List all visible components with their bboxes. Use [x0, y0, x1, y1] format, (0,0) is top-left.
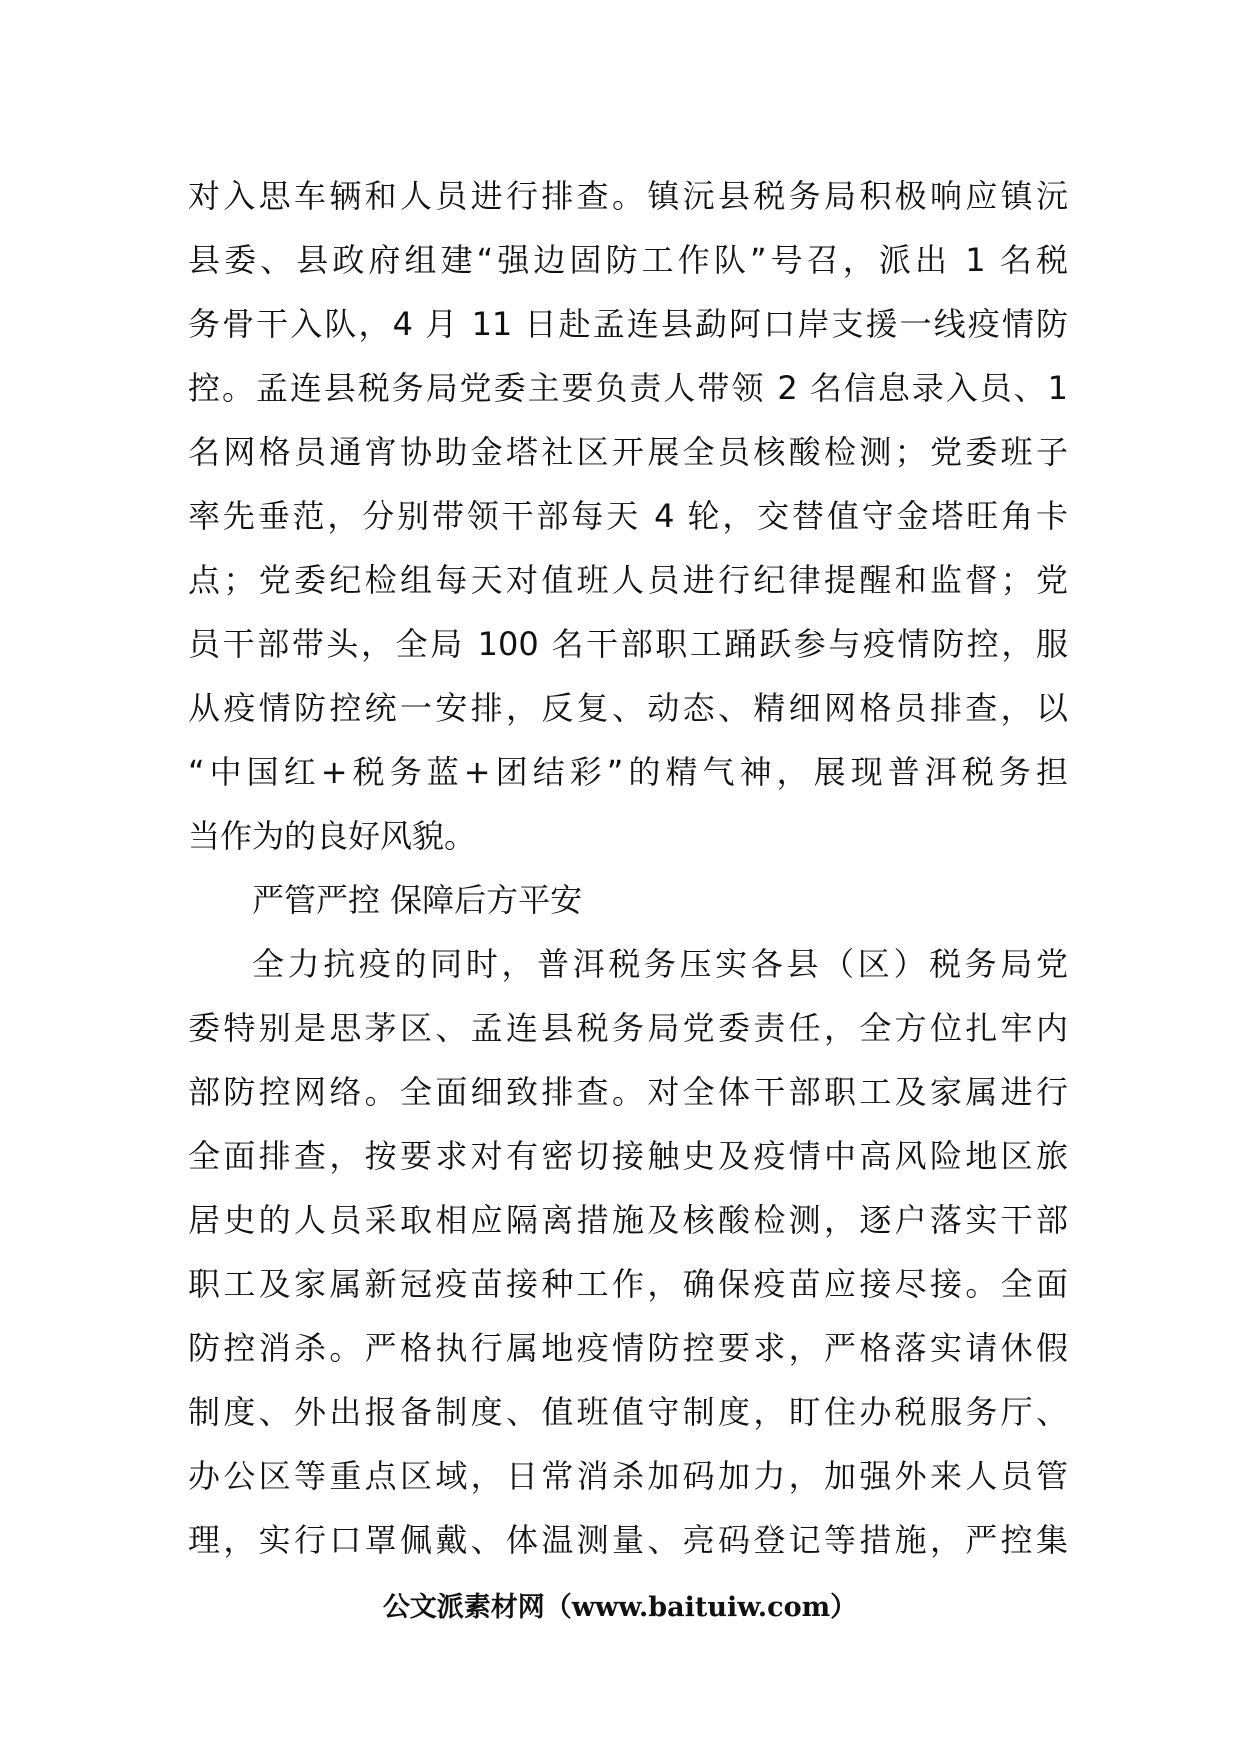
section-heading: 严管严控 保障后方平安 — [252, 881, 583, 919]
document-body — [188, 164, 1068, 1572]
text-line: 从疫情防控统一安排，反复、动态、精细网格员排查，以 — [188, 689, 1068, 727]
text-line: 制度、外出报备制度、值班值守制度，盯住办税服务厅、 — [188, 1393, 1068, 1431]
text-line: 办公区等重点区域，日常消杀加码加力，加强外来人员管 — [188, 1457, 1068, 1495]
text-line: 全力抗疫的同时，普洱税务压实各县（区）税务局党 — [252, 945, 1068, 983]
text-line: 控。孟连县税务局党委主要负责人带领 2 名信息录入员、1 — [188, 369, 1068, 407]
text-line: 名网格员通宵协助金塔社区开展全员核酸检测；党委班子 — [188, 433, 1068, 471]
text-line: 部防控网络。全面细致排查。对全体干部职工及家属进行 — [188, 1073, 1068, 1111]
text-line: 防控消杀。严格执行属地疫情防控要求，严格落实请休假 — [188, 1329, 1068, 1367]
text-line: 理，实行口罩佩戴、体温测量、亮码登记等措施，严控集 — [188, 1521, 1068, 1559]
text-line: “中国红+税务蓝+团结彩”的精气神，展现普洱税务担 — [188, 753, 1068, 791]
text-line: 点；党委纪检组每天对值班人员进行纪律提醒和监督；党 — [188, 561, 1068, 599]
text-line: 职工及家属新冠疫苗接种工作，确保疫苗应接尽接。全面 — [188, 1265, 1068, 1303]
text-line: 当作为的良好风貌。 — [188, 817, 477, 855]
text-line: 县委、县政府组建“强边固防工作队”号召，派出 1 名税 — [188, 241, 1068, 279]
text-line: 务骨干入队，4 月 11 日赴孟连县勐阿口岸支援一线疫情防 — [188, 305, 1068, 343]
text-line: 率先垂范，分别带领干部每天 4 轮，交替值守金塔旺角卡 — [188, 497, 1068, 535]
text-line: 对入思车辆和人员进行排查。镇沅县税务局积极响应镇沅 — [188, 177, 1068, 215]
footer-watermark-text: 公文派素材网（www.baituiw.com） — [382, 1592, 858, 1623]
text-line: 全面排查，按要求对有密切接触史及疫情中高风险地区旅 — [188, 1137, 1068, 1175]
text-line: 委特别是思茅区、孟连县税务局党委责任，全方位扎牢内 — [188, 1009, 1068, 1047]
text-line: 居史的人员采取相应隔离措施及核酸检测，逐户落实干部 — [188, 1201, 1068, 1239]
text-line: 员干部带头，全局 100 名干部职工踊跃参与疫情防控，服 — [188, 625, 1068, 663]
